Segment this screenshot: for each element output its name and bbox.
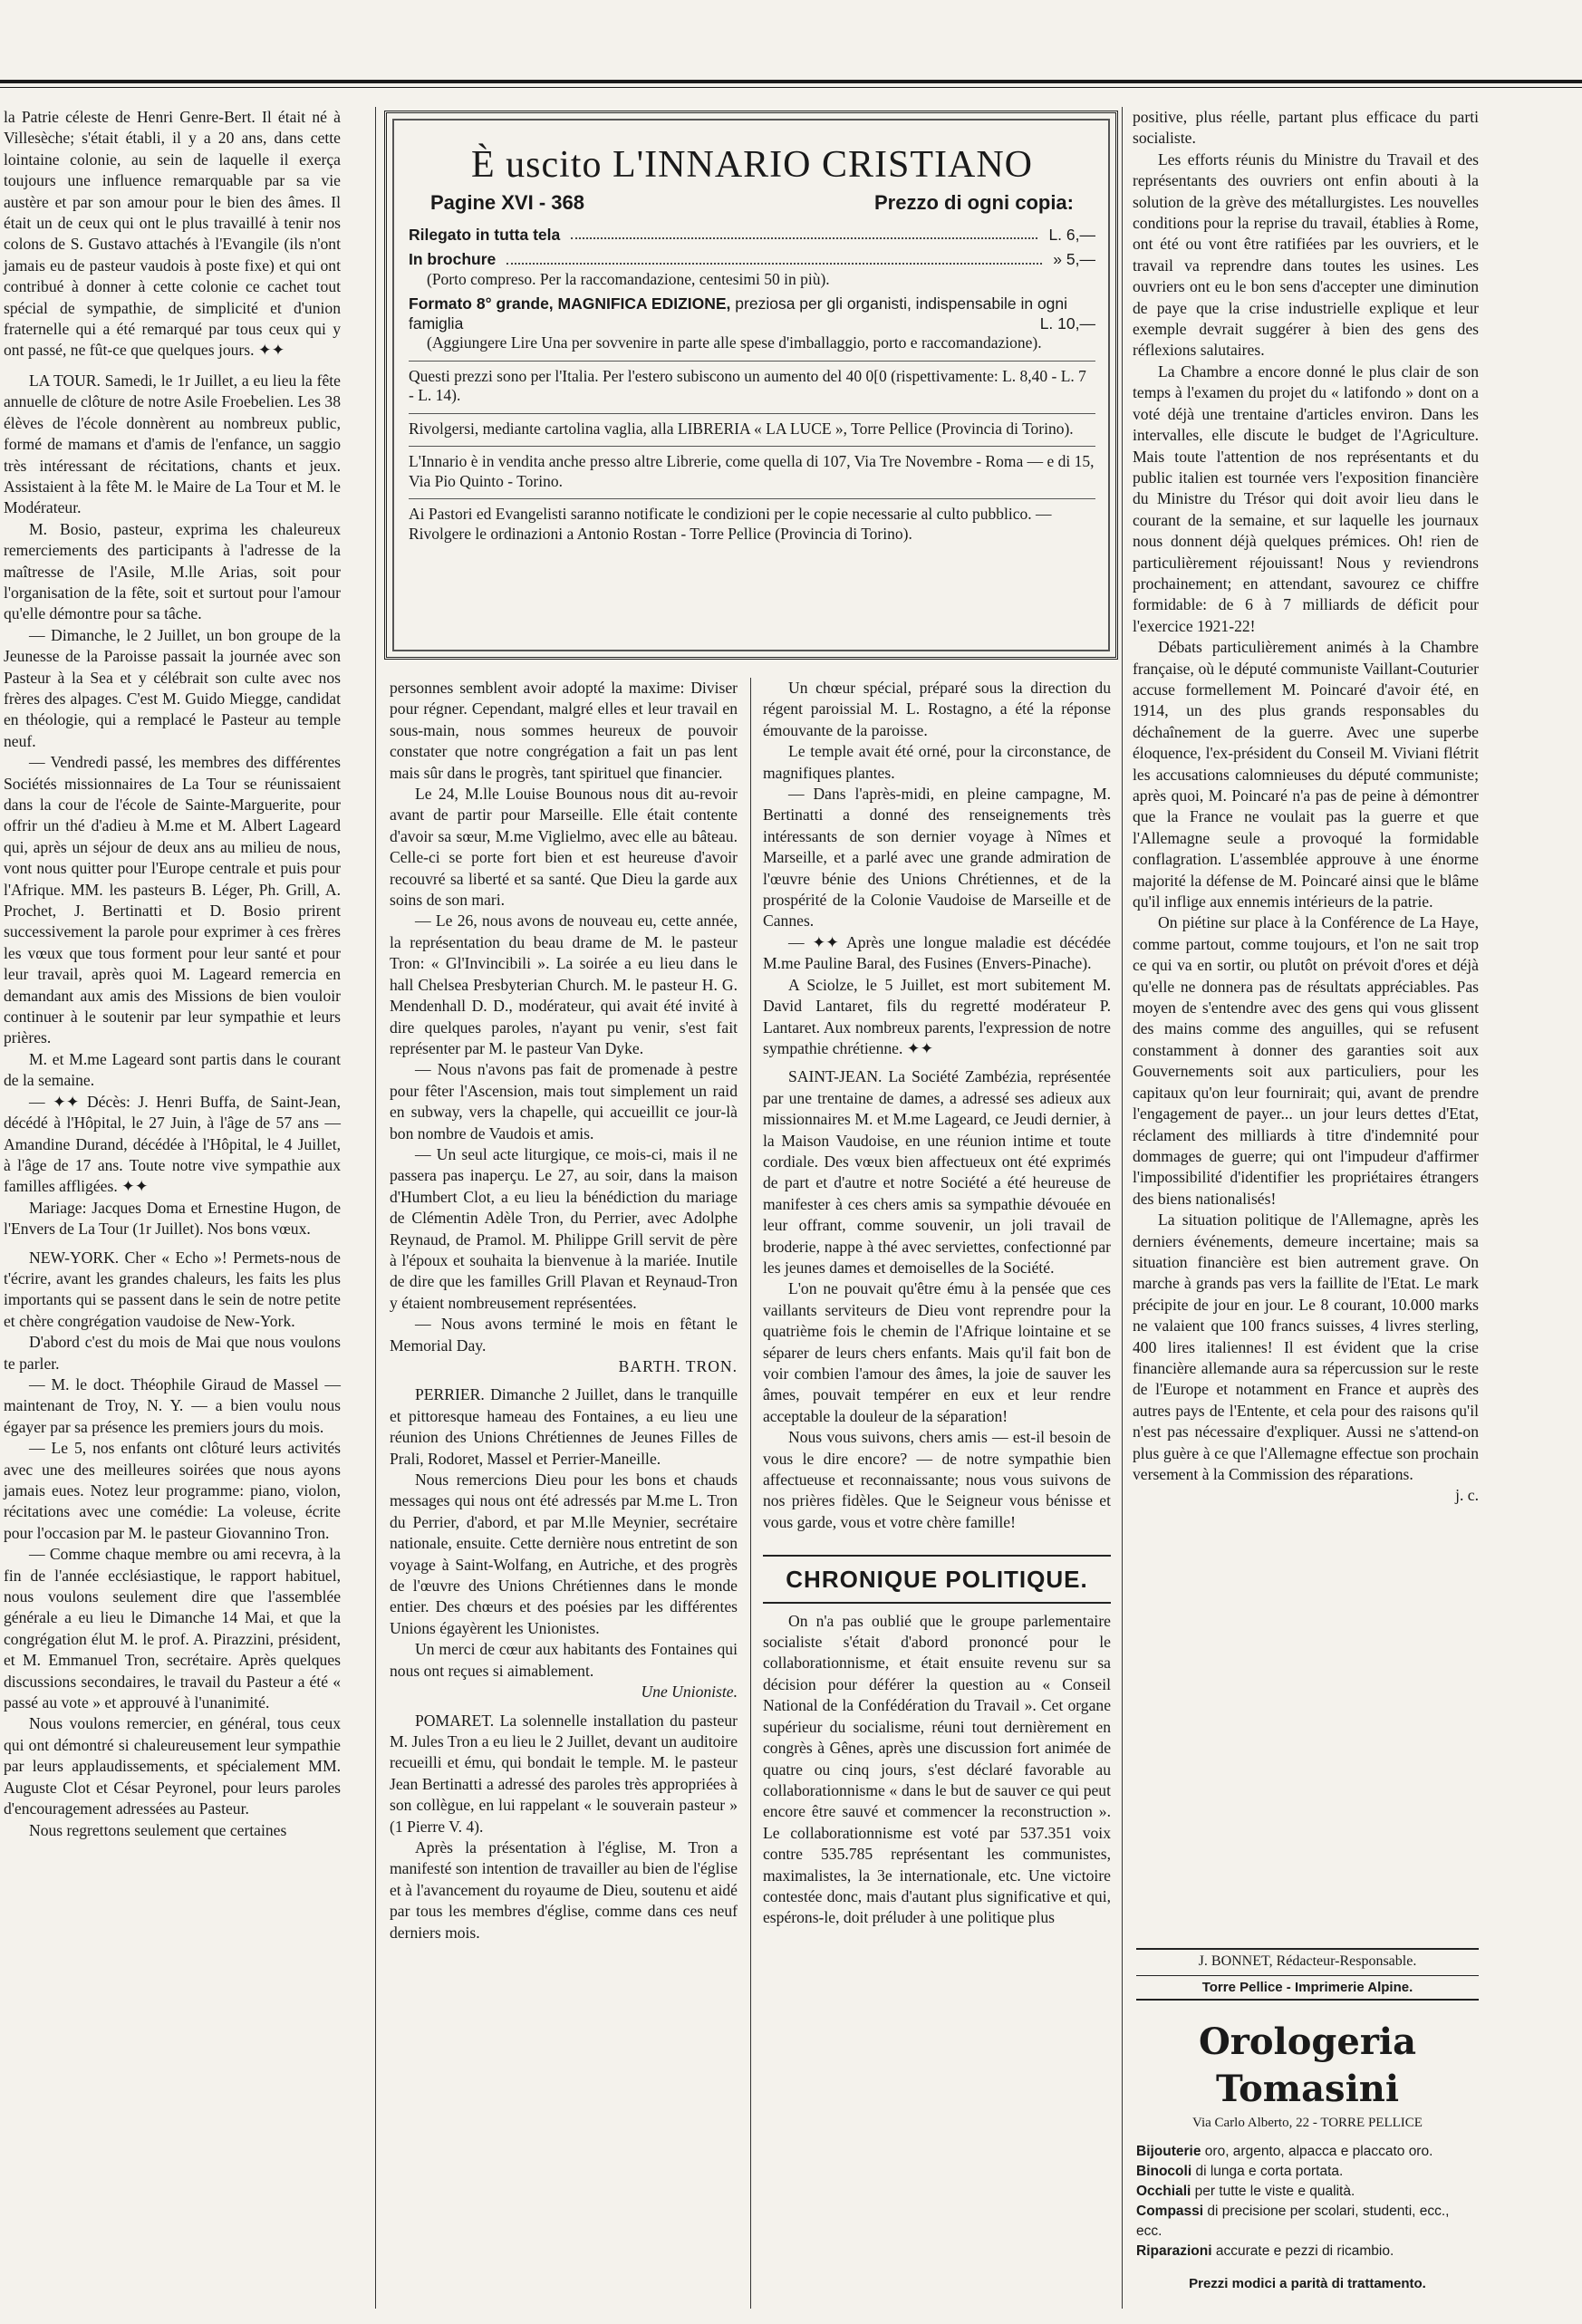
watchmaker-advertisement — [1136, 2019, 1479, 2294]
leader-dots — [506, 250, 1042, 265]
printer-line: Torre Pellice - Imprimerie Alpine. — [1136, 1975, 1479, 2001]
column-2 — [390, 678, 738, 1943]
ad2-item-head: Bijouterie — [1136, 2144, 1201, 2159]
ad-row-price: L. 6,— — [1048, 225, 1095, 244]
paragraph: D'abord c'est du mois de Mai que nous voulons te parler. — [4, 1333, 341, 1373]
paragraph: On piétine sur place à la Conférence de La Haye, comme partout, comme toujours, et l'on ne sait trop ce qui va en sortir, ou plutôt on prévoit d'ores et déjà qu'elle ne donnera pas de résultats appréciables. Pas moyen de s'entendre avec des gens qui vous glissent des mains comme des anguilles, qui se refusent constamment à donner des garanties soit aux Gouvernements soit aux particuliers, pour les capitaux qu'on leur fournirait; qui, avant de prendre l'engagement de payer... un jour leurs dettes d'Etat, réclament des milliards à titre d'indemnité pour dommages de guerre; qui ont l'impudeur d'affirmer l'impossibilité d'identifier les propriétaires étrangers des biens nationalisés! — [1133, 913, 1479, 1208]
ad2-item — [1136, 2182, 1479, 2202]
paragraph: Nous remercions Dieu pour les bons et chauds messages qui nous ont été adressés par M.me L. Tron du Perrier, d'abord, et par M.lle Meynier, secrétaire nationale, ensuite. Cette dernière nous entretint de son voyage à Saint-Wolfang, en Autriche, et des progrès de l'œuvre des Unions Chrétiennes dans le monde entier. Des chœurs et des poésies par les différentes Unions égayèrent les Unionistes. — [390, 1471, 738, 1637]
paragraph: la Patrie céleste de Henri Genre-Bert. Il était né à Villesèche; s'était établi, il y a 20 ans, dans cette lointaine colonie, au sein de laquelle il exerça toujours une influence remarquable par sa vie austère et par son amour pour le bien des âmes. Il était un de ceux qui ont le plus travaillé à tenir nos colons de S. Gustavo attachés à l'Evangile (ils n'ont jamais eu de pasteur vaudois à poste fixe) et qui ont contribué à donner à cette colonie ce cachet tout spécial de sympathie, de simplicité et d'union fraternelle qui a été remarqué par tous ceux qui y ont passé, ne fût-ce que quelques jours. ✦✦ — [4, 108, 341, 360]
ad2-footer: Prezzi modici a parità di trattamento. — [1189, 2276, 1426, 2291]
ad-price-row — [409, 226, 1095, 246]
ad-pages: Pagine XVI - 368 — [430, 191, 584, 214]
section-title: CHRONIQUE POLITIQUE. — [786, 1566, 1088, 1594]
paragraph: Débats particulièrement animés à la Chambre française, où le député communiste Vaillant-Couturier accuse formellement M. Poincaré d'avoir été, en 1914, un des plus grands responsables du déchaînement de la guerre. Avec une superbe éloquence, l'ex-président du Conseil M. Viviani flétrit les accusations calomnieuses du député communiste; après quoi, M. Poincaré n'a pas de peine à démontrer que la France ne voulait pas la guerre et que l'Allemagne seule a provoqué la formidable conflagration. L'assemblée approuve à une énorme majorité la défense de M. Poincaré ainsi que le blâme qu'il inflige aux ennemis intérieurs de la patrie. — [1133, 638, 1479, 911]
paragraph: M. Bosio, pasteur, exprima les chaleureux remerciements des participants à l'adresse de la maîtresse de l'Asile, M.lle Arias, soit pour l'organisation de la fête, soit et surtout pour l'amour qu'elle démontre pour sa tâche. — [4, 519, 341, 623]
paragraph: NEW-YORK. Cher « Echo »! Permets-nous de t'écrire, avant les grandes chaleurs, les faits les plus importants qui se passent dans le sein de notre petite et chère congrégation vaudoise de New-York. — [4, 1248, 341, 1330]
ad2-title: Orologeria Tomasini — [1198, 2020, 1417, 2110]
ad2-address: Via Carlo Alberto, 22 - TORRE PELLICE — [1192, 2116, 1423, 2130]
paragraph: — Comme chaque membre ou ami recevra, à la fin de l'année ecclésiastique, le rapport habituel, nous voulons seulement dire que l'assemblée générale a eu lieu le Dimanche 14 Mai, et que la congrégation élut M. le prof. A. Pirazzini, président, et M. Emmanuel Tron, secrétaire. Après quelques discussions secondaires, le travail du Pasteur a été « passé au vote » et approuvé à l'unanimité. — [4, 1545, 341, 1712]
paragraph: SAINT-JEAN. La Société Zambézia, représentée par une trentaine de dames, a adressé ses adieux aux missionnaires M. et M.me Lageard, ce Jeudi dernier, à la Maison Vaudoise, en une réunion intime et toute cordiale. Des vœux bien affectueux ont été exprimés de part et d'autre et notre Société a été heureuse de manifester à ces chers amis sa sympathie dévouée en leur offrant, comme souvenir, un joli travail de broderie, nappe à thé avec serviettes, confectionné par les jeunes dames et demoiselles de la Société. — [763, 1067, 1111, 1277]
ad-note: Ai Pastori ed Evangelisti saranno notificate le condizioni per le copie necessarie al culto pubblico. — Rivolgere le ordinazioni a Antonio Rostan - Torre Pellice (Provincia di Torino). — [409, 505, 1052, 543]
leader-dots — [571, 226, 1037, 240]
paragraph: POMARET. La solennelle installation du pasteur M. Jules Tron a eu lieu le 2 Juillet, devant un auditoire recueilli et ému, qui bondait le temple. M. le pasteur Jean Bertinatti a adressé des paroles très appropriées à son collègue, en lui rappelant « le souverain pasteur » (1 Pierre V. 4). — [390, 1711, 738, 1836]
ad2-item — [1136, 2162, 1479, 2182]
paragraph: — ✦✦ Décès: J. Henri Buffa, de Saint-Jean, décédé à l'Hôpital, le 27 Juin, à l'âge de 57 ans — Amandine Durand, décédée à l'Hôpital, le 4 Juillet, à l'âge de 17 ans. Toute notre vive sympathie aux familles affligées. ✦✦ — [4, 1092, 341, 1196]
ad-format-bold: Formato 8° grande, MAGNIFICA EDIZIONE, — [409, 294, 731, 313]
paragraph: Après la présentation à l'église, M. Tron a manifesté son intention de travailler au bien de l'église et à l'avancement du royaume de Dieu, soutenu et aidé par tous les membres d'église, comme dans ces neuf derniers mois. — [390, 1837, 738, 1942]
ad-separator — [409, 498, 1095, 499]
ad-title: È uscito L'INNARIO CRISTIANO — [470, 144, 1034, 186]
column-3 — [763, 678, 1111, 1929]
section-rule — [763, 1555, 1111, 1557]
paragraph: — Nous n'avons pas fait de promenade à pestre pour fêter l'Ascension, mais tout simplement un raid en subway, vers la chapelle, qui accueillit ce jour-là bon nombre de Vaudois et amis. — [390, 1060, 738, 1143]
ad-separator — [409, 446, 1095, 447]
editor-line: J. BONNET, Rédacteur-Responsable. — [1136, 1948, 1479, 1970]
ad-separator — [409, 413, 1095, 414]
ad2-item-text: accurate e pezzi di ricambio. — [1215, 2243, 1394, 2259]
paragraph: — Dimanche, le 2 Juillet, un bon groupe de la Jeunesse de la Paroisse passait la journée avec son Pasteur à la Sea et y célébrait son culte avec nos frères des alpages. C'est M. Guido Miegge, candidat en théologie, qui a remplacé le Pasteur au temple neuf. — [4, 625, 341, 750]
signature: BARTH. TRON. — [618, 1357, 738, 1375]
ad2-item-head: Occhiali — [1136, 2184, 1191, 2199]
paragraph: LA TOUR. Samedi, le 1r Juillet, a eu lieu la fête annuelle de clôture de notre Asile Froebelien. Les 38 élèves de l'école donnèrent au nombreux public, formé de mamans et d'amis de l'enfance, un saggio très intéressant de récitations, chants et jeux. Assistaient à la fête M. le Maire de La Tour et M. le Modérateur. — [4, 371, 341, 517]
ad2-item-head: Binocoli — [1136, 2164, 1192, 2179]
paragraph: — Le 5, nos enfants ont clôturé leurs activités avec une des meilleures soirées que nous ayons jamais eues. Notez leur programme: piano, violon, récitations avec une comédie: La voleuse, écrite pour l'occasion par M. le pasteur Giovannino Tron. — [4, 1439, 341, 1542]
paragraph: Un merci de cœur aux habitants des Fontaines qui nous ont reçues si aimablement. — [390, 1640, 738, 1680]
ad-format-price: L. 10,— — [1039, 313, 1095, 333]
paragraph: La situation politique de l'Allemagne, après les derniers événements, demeure incertaine; mais sa situation financière est bien autrement grave. On marche à grands pas vers la faillite de l'Etat. Le mark précipite de jour en jour. Le 8 courant, 10.000 marks ne valaient que 100 francs suisses, 4 livres sterling, 400 lires italiennes! Il est évident que la crise financière allemande aura sa répercussion sur le reste de l'Europe et notamment en France et auprès des autres pays de l'Entente, et cela pour des raisons qu'il n'est pas nécessaire d'expliquer. Aussi ne s'attend-on plus guère à ce que l'Allemagne effectue son prochain versement à la Commission des réparations. — [1133, 1210, 1479, 1483]
paragraph: L'on ne pouvait qu'être ému à la pensée que ces vaillants serviteurs de Dieu vont reprendre pour la quatrième fois le chemin de l'Afrique lointaine et se séparer de leurs chers enfants. Mais qu'il fait bon de voir combien l'amour des âmes, la joie de sauver les âmes, pouvait tempérer en eux et leur rendre acceptable la douleur de la séparation! — [763, 1279, 1111, 1425]
paragraph: M. et M.me Lageard sont partis dans le courant de la semaine. — [4, 1049, 341, 1090]
ad-row-label: In brochure — [409, 250, 497, 268]
signature: Une Unioniste. — [641, 1683, 738, 1702]
paragraph: Nous voulons remercier, en général, tous ceux qui ont démontré si chaleureusement leur sympathie par leurs applaudissements, et spécialement MM. Auguste Clot et César Peyronel, pour leurs paroles d'encouragement adressées au Pasteur. — [4, 1714, 341, 1818]
ad-format — [409, 294, 1095, 333]
paragraph: — ✦✦ Après une longue maladie est décédée M.me Pauline Baral, des Fusines (Envers-Pinache). — [763, 932, 1111, 973]
paragraph: — Un seul acte liturgique, ce mois-ci, mais il ne passera pas inaperçu. Le 27, au soir, dans la maison d'Humbert Clot, a eu lieu la bénédiction du mariage de Clémentin Adèle Tron, du Perrier, avec Adolphe Reynaud, de Pramol. M. Philippe Grill servit de père à l'époux et souhaita la bienvenue à la mariée. Inutile de dire que les familles Grill Plavan et Reynaud-Tron y étaient nombreusement représentées. — [390, 1144, 738, 1312]
ad-note: Rivolgersi, mediante cartolina vaglia, alla LIBRERIA « LA LUCE », Torre Pellice (Provincia di Torino). — [409, 419, 1074, 438]
ad-note: (Aggiungere Lire Una per sovvenire in parte alle spese d'imballaggio, porto e raccomandazione). — [427, 333, 1042, 352]
paragraph: — Dans l'après-midi, en pleine campagne, M. Bertinatti a donné des renseignements très intéressants de son dernier voyage à Nîmes et Marseille, et a parlé avec une grande admiration de l'œuvre bénie des Unions Chrétiennes, et de la prospérité de la Colonie Vaudoise de Marseille et de Cannes. — [763, 785, 1111, 931]
ad2-item-text: per tutte le viste e qualità. — [1194, 2184, 1355, 2199]
paragraph: positive, plus réelle, partant plus efficace du parti socialiste. — [1133, 108, 1479, 148]
paragraph: Un chœur spécial, préparé sous la direction du régent paroissial M. L. Rostagno, a été la réponse émouvante de la paroisse. — [763, 679, 1111, 739]
paragraph: PERRIER. Dimanche 2 Juillet, dans le tranquille et pittoresque hameau des Fontaines, a eu lieu une réunion des Unions Chrétiennes de Jeunes Filles de Prali, Rodoret, Massel et Perrier-Maneille. — [390, 1385, 738, 1468]
masthead-rule — [0, 80, 1582, 83]
paragraph: Le temple avait été orné, pour la circonstance, de magnifiques plantes. — [763, 742, 1111, 782]
paragraph: — M. le doct. Théophile Giraud de Massel — maintenant de Troy, N. Y. — a bien voulu nous égayer par sa présence les premiers jours du mois. — [4, 1374, 341, 1436]
ad-subheader — [430, 193, 1074, 213]
paragraph: — Vendredi passé, les membres des différentes Sociétés missionnaires de La Tour se réunissaient dans la cour de l'école de Sainte-Marguerite, pour offrir un thé d'adieu à M.me et M. Albert Lageard qui, après un séjour de deux ans au milieu de nous, vont nous quitter pour l'Europe centrale et puis pour l'Afrique. MM. les pasteurs B. Léger, Ph. Grill, A. Prochet, J. Bertinatti et D. Bosio prirent successivement la parole pour exprimer à ces frères les vœux que tous forment pour leur santé et pour leur travail, après quoi M. Lageard remercia en demandant aux amis des Missions de bien vouloir continuer à le soutenir par leur sympathie et leurs prières. — [4, 753, 341, 1047]
ad2-item-text: di precisione per scolari, studenti, ecc., ecc. — [1136, 2203, 1450, 2239]
paragraph: personnes semblent avoir adopté la maxime: Diviser pour régner. Cependant, malgré elles et leur travail en sous-main, nous sommes heureux de pouvoir constater que notre congrégation a fait un pas lent mais sûr dans le progrès, tant spirituel que financier. — [390, 679, 738, 782]
column-divider — [1122, 107, 1123, 2309]
hymnal-advertisement — [384, 111, 1118, 660]
paragraph: Nous regrettons seulement que certaines — [29, 1820, 287, 1839]
paragraph: La Chambre a encore donné le plus clair de son temps à l'examen du projet du « latifondo » dont on a voté déjà une trentaine d'articles environ. Dans les intervalles, elle discute le budget de l'Agriculture. Mais toute l'attention de nos représentants et du public italien est tournée vers l'exposition financière du Ministre du Trésor qui doit avoir lieu dans le courant de la semaine, et sur laquelle les journaux nous donnent déjà quelques prémices. Oh! rien de particulièrement réjouissant! Nous y reviendrons prochainement; en attendant, savourez ce chiffre formidable: de 6 à 7 milliards de déficit pour l'exercice 1921-22! — [1133, 362, 1479, 635]
ad-price-head: Prezzo di ogni copia: — [873, 191, 1074, 214]
ad2-item — [1136, 2242, 1479, 2261]
paragraph: A Sciolze, le 5 Juillet, est mort subitement M. David Lantaret, fils du regretté modérateur P. Lantaret. Aux nombreux parents, l'expression de notre sympathie chrétienne. ✦✦ — [763, 975, 1111, 1057]
column-4 — [1133, 107, 1479, 1507]
paragraph: Les efforts réunis du Ministre du Travail et des représentants des ouvriers ont enfin abouti à la solution de la grève des métallurgistes. Les nouvelles conditions pour la reprise du travail, établies à Rome, ont été ou vont être ratifiées par les ouvriers, et le travail va reprendre dans toutes les usines. Les ouvriers ont eu le bon sens d'accepter une diminution de paye que la crise industrielle explique et leur exemple devrait suggérer à bien des gens des réflexions salutaires. — [1133, 149, 1479, 360]
signature: j. c. — [1455, 1486, 1479, 1505]
paragraph: Mariage: Jacques Doma et Ernestine Hugon, de l'Envers de La Tour (1r Juillet). Nos bons vœux. — [4, 1198, 341, 1239]
paragraph: — Nous avons terminé le mois en fêtant le Memorial Day. — [390, 1315, 738, 1355]
section-rule — [763, 1602, 1111, 1604]
ad-note: (Porto compreso. Per la raccomandazione, centesimi 50 in più). — [427, 269, 830, 288]
column-divider — [750, 678, 751, 2309]
ad2-item-text: di lunga e corta portata. — [1195, 2164, 1344, 2179]
masthead-rule-thin — [0, 87, 1582, 88]
paragraph: — Le 26, nous avons de nouveau eu, cette année, la représentation du beau drame de M. le pasteur Tron: « Gl'Invincibili ». La soirée a eu lieu dans le hall Chelsea Presbyterian Church. M. le pasteur H. G. Mendenhall D. D., modérateur, qui avait été invité à dire quelques paroles, n'ayant pu venir, s'est fait représenter par M. le pasteur Van Dyke. — [390, 911, 738, 1057]
ad-note: Questi prezzi sono per l'Italia. Per l'estero subiscono un aumento del 40 0[0 (rispettivamente: L. 8,40 - L. 7 - L. 14). — [409, 366, 1086, 404]
imprint — [1136, 1948, 1479, 2001]
ad2-item-head: Compassi — [1136, 2203, 1204, 2219]
ad-price-row — [409, 250, 1095, 270]
ad-row-price: » 5,— — [1053, 250, 1095, 268]
ad-row-label: Rilegato in tutta tela — [409, 225, 561, 244]
paragraph: Le 24, M.lle Louise Bounous nous dit au-revoir avant de partir pour Marseille. Elle était contente d'avoir sa sœur, M.me Viglielmo, avec elle au bâteau. Celle-ci se porte fort bien et est heureuse d'avoir recouvré sa liberté et sa santé. Que Dieu la garde aux soins de son mari. — [390, 785, 738, 910]
ad2-item — [1136, 2202, 1479, 2242]
ad2-item-text: oro, argento, alpacca e placcato oro. — [1204, 2144, 1433, 2159]
paragraph: On n'a pas oublié que le groupe parlementaire socialiste s'était d'abord prononcé pour le collaborationnisme, et était ensuite revenu sur sa décision pour déférer la question au « Conseil National de la Confédération du Travail ». Cet organe supérieur du socialisme, réuni tout dernièrement en congrès à Gênes, après une discussion fort animée de quatre ou cinq jours, s'est déclaré favorable au collaborationnisme « dans le but de sauver ce qui peut encore être sauvé et commencer la reconstruction ». Le collaborationnisme est voté par 537.351 voix contre 535.785 représentant les communistes, maximalistes, la 3e internationale, etc. Une victoire contestée donc, mais d'autant plus significative et qui, espérons-le, doit préluder à une politique plus — [763, 1611, 1111, 1927]
ad2-item-head: Riparazioni — [1136, 2243, 1212, 2259]
ad-format-text: preziosa per gli organisti, indispensabile in ogni famiglia — [409, 294, 1068, 333]
ad-separator — [409, 361, 1095, 362]
column-1 — [4, 107, 341, 1841]
ad-note: L'Innario è in vendita anche presso altre Librerie, come quella di 107, Via Tre Novembre - Roma — e di 15, Via Pio Quinto - Torino. — [409, 452, 1095, 490]
column-divider — [375, 107, 376, 2309]
paragraph: Nous vous suivons, chers amis — est-il besoin de vous le dire encore? — de notre sympathie bien affectueuse et reconnaissante; nous vous suivons de nos prières fidèles. Que le Seigneur vous bénisse et vous garde, vous et votre chère famille! — [763, 1428, 1111, 1531]
ad2-item — [1136, 2142, 1479, 2162]
